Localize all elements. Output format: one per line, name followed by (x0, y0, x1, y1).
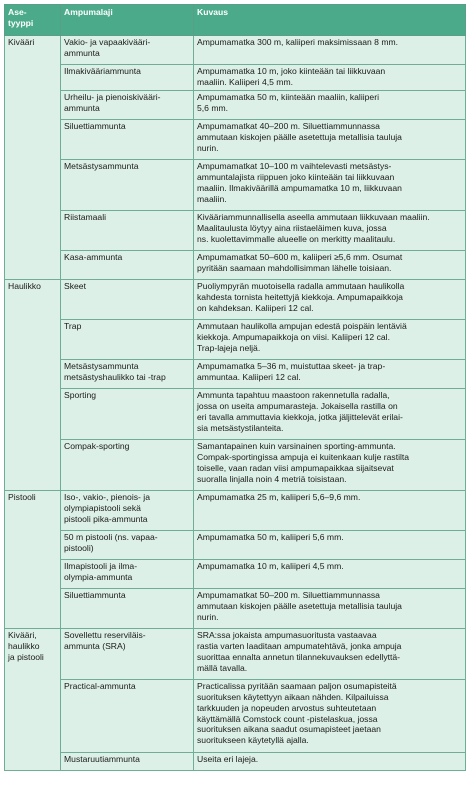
weapon-type-cell: Kivääri (5, 36, 61, 280)
table-row (5, 752, 466, 770)
table-row (5, 65, 466, 91)
table-row (5, 210, 466, 250)
header-description: Kuvaus (194, 5, 466, 36)
discipline-cell: Kasa-ammunta (61, 250, 194, 279)
table-row (5, 159, 466, 210)
header-weapon-type: Ase- tyyppi (5, 5, 61, 36)
description-cell: Ampumamatkat 50–600 m, kaliiperi ≥5,6 mm. Osumat pyritään saamaan mahdollisimman lähelle toisiaan. (194, 250, 466, 279)
description-cell: Puoliympyrän muotoisella radalla ammutaan haulikolla kahdesta tornista heitettyjä kiekkoja. Ampumapaikkoja on kahdeksan. Kaliiperi 12 cal. (194, 279, 466, 319)
discipline-cell: Siluettiammunta (61, 588, 194, 628)
description-cell: Useita eri lajeja. (194, 752, 466, 770)
table-row (5, 588, 466, 628)
table-row (5, 119, 466, 159)
weapon-type-cell: Kivääri, haulikko ja pistooli (5, 628, 61, 770)
discipline-cell: Ilmapistooli ja ilma- olympia-ammunta (61, 559, 194, 588)
description-cell: Kivääriammunnallisella aseella ammutaan liikkuvaan maaliin. Maalitaulusta löytyy aina riistaeläimen kuva, jossa ns. kuolettavimmalle alueelle on merkitty maalitaulu. (194, 210, 466, 250)
discipline-cell: Vakio- ja vapaakivääri- ammunta (61, 36, 194, 65)
table-row (5, 679, 466, 752)
discipline-cell: Riistamaali (61, 210, 194, 250)
description-cell: Ampumamatka 10 m, kaliiperi 4,5 mm. (194, 559, 466, 588)
table-row (5, 490, 466, 530)
description-cell: Ampumamatkat 50–200 m. Siluettiammunnassa ammutaan kiskojen päälle asetettuja metallisia tauluja nurin. (194, 588, 466, 628)
header-row (5, 5, 466, 36)
description-cell: Ampumamatka 5–36 m, muistuttaa skeet- ja trap- ammuntaa. Kaliiperi 12 cal. (194, 359, 466, 388)
description-cell: Practicalissa pyritään saamaan paljon osumapisteitä suorituksen käytettyyn aikaan nähden. Kilpailuissa tarkkuuden ja nopeuden arvostus suhteutetaan käyttämällä Comstock count -pistelaskua, jossa suorituksen aikana saadut osumapisteet jaetaan suoritukseen käytetyllä ajalla. (194, 679, 466, 752)
description-cell: Ampumamatka 50 m, kaliiperi 5,6 mm. (194, 530, 466, 559)
description-cell: Ampumamatkat 40–200 m. Siluettiammunnassa ammutaan kiskojen päälle asetettuja metallisia tauluja nurin. (194, 119, 466, 159)
table-row (5, 359, 466, 388)
discipline-cell: Practical-ammunta (61, 679, 194, 752)
discipline-cell: Sporting (61, 388, 194, 439)
description-cell: Ampumamatka 300 m, kaliiperi maksimissaan 8 mm. (194, 36, 466, 65)
description-cell: Ampumamatka 25 m, kaliiperi 5,6–9,6 mm. (194, 490, 466, 530)
description-cell: SRA:ssa jokaista ampumasuoritusta vastaavaa rastia varten laaditaan ampumatehtävä, jonka ampuja suorittaa ennalta annetun tilannekuvauksen edellyttä- mällä tavalla. (194, 628, 466, 679)
discipline-cell: Ilmakivääriammunta (61, 65, 194, 91)
discipline-cell: Skeet (61, 279, 194, 319)
table-row (5, 530, 466, 559)
header-shooting-discipline: Ampumalaji (61, 5, 194, 36)
description-cell: Ammutaan haulikolla ampujan edestä poispäin lentäviä kiekkoja. Ampumapaikkoja on viisi. Kaliiperi 12 cal. Trap-lajeja neljä. (194, 319, 466, 359)
discipline-cell: Metsästysammunta (61, 159, 194, 210)
table-row (5, 559, 466, 588)
table-row (5, 388, 466, 439)
discipline-cell: Siluettiammunta (61, 119, 194, 159)
discipline-cell: Iso-, vakio-, pienois- ja olympiapistooli sekä pistooli pika-ammunta (61, 490, 194, 530)
table-row (5, 279, 466, 319)
table-row (5, 36, 466, 65)
description-cell: Ampumamatka 50 m, kiinteään maaliin, kaliiperi 5,6 mm. (194, 90, 466, 119)
table-row (5, 628, 466, 679)
description-cell: Ampumamatka 10 m, joko kiinteään tai liikkuvaan maaliin. Kaliiperi 4,5 mm. (194, 65, 466, 91)
discipline-cell: Urheilu- ja pienoiskivääri- ammunta (61, 90, 194, 119)
discipline-cell: Metsästysammunta metsästyshaulikko tai -trap (61, 359, 194, 388)
weapon-type-cell: Pistooli (5, 490, 61, 628)
discipline-cell: Trap (61, 319, 194, 359)
shooting-sports-table (4, 4, 466, 771)
weapon-type-cell: Haulikko (5, 279, 61, 490)
discipline-cell: Compak-sporting (61, 439, 194, 490)
description-cell: Ammunta tapahtuu maastoon rakennetulla radalla, jossa on useita ampumarasteja. Jokaisella rastilla on eri tavalla ammuttavia kiekkoja, jotka jäljittelevät erilai- sia metsästystilanteita. (194, 388, 466, 439)
description-cell: Ampumamatkat 10–100 m vaihtelevasti metsästys- ammuntalajista riippuen joko kiinteään tai liikkuvaan maaliin. Ilmakiväärillä ampumamatka 10 m, liikkuvaan maaliin. (194, 159, 466, 210)
table-row (5, 90, 466, 119)
discipline-cell: 50 m pistooli (ns. vapaa- pistooli) (61, 530, 194, 559)
discipline-cell: Sovellettu reserviläis- ammunta (SRA) (61, 628, 194, 679)
description-cell: Samantapainen kuin varsinainen sporting-ammunta. Compak-sportingissa ampuja ei kuitenkaan kulje rastilta toiselle, vaan radan viisi ampumapaikkaa sijaitsevat suoralla linjalla noin 4 metriä toisistaan. (194, 439, 466, 490)
table-row (5, 439, 466, 490)
discipline-cell: Mustaruutiammunta (61, 752, 194, 770)
table-row (5, 319, 466, 359)
table-row (5, 250, 466, 279)
